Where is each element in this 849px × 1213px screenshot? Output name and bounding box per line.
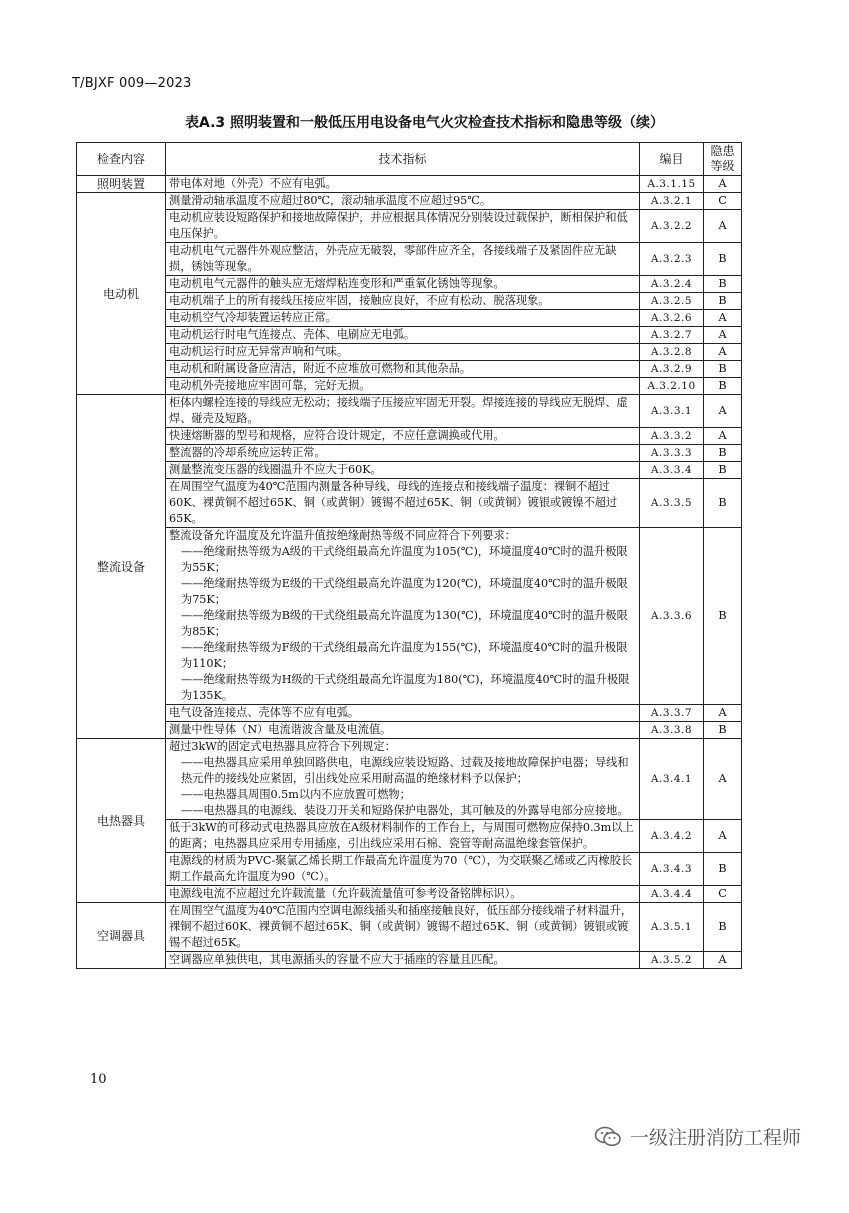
spec-text: 电动机空气冷却装置运转应正常。 bbox=[169, 311, 337, 324]
table-row bbox=[77, 276, 742, 293]
level-cell: A bbox=[704, 739, 742, 820]
level-cell: A bbox=[704, 820, 742, 853]
table-row bbox=[77, 193, 742, 210]
spec-subitem: ——绝缘耐热等级为E级的干式绕组最高允许温度为120(℃)，环境温度40℃时的温升极限为75K； bbox=[181, 577, 628, 606]
table-row bbox=[77, 886, 742, 903]
wechat-icon bbox=[594, 1126, 622, 1148]
col-header-category: 检查内容 bbox=[77, 143, 166, 176]
level-cell: B bbox=[704, 462, 742, 479]
code-cell: A.3.3.5 bbox=[640, 479, 704, 528]
code-cell: A.3.2.8 bbox=[640, 344, 704, 361]
spec-text: 超过3kW的固定式电热器具应符合下列规定： bbox=[169, 740, 396, 753]
spec-cell bbox=[166, 886, 640, 903]
spec-cell bbox=[166, 445, 640, 462]
spec-text: 电源线电流不应超过允许载流量（允许载流量值可参考设备铭牌标识）。 bbox=[169, 887, 522, 900]
table-row bbox=[77, 722, 742, 739]
spec-cell bbox=[166, 310, 640, 327]
table-row bbox=[77, 176, 742, 193]
code-cell: A.3.1.15 bbox=[640, 176, 704, 193]
level-cell: B bbox=[704, 276, 742, 293]
code-cell: A.3.3.1 bbox=[640, 395, 704, 428]
spec-text: 带电体对地（外壳）不应有电弧。 bbox=[169, 177, 337, 190]
level-cell: B bbox=[704, 378, 742, 395]
spec-text: 电动机电气元器件外观应整洁，外壳应无破裂，零部件应齐全，各接线端子及紧固件应无缺损，锈蚀等现象。 bbox=[169, 244, 617, 273]
spec-subitem: ——电热器具周围0.5m以内不应放置可燃物； bbox=[181, 788, 411, 801]
spec-text: 电动机端子上的所有接线压接应牢固，接触应良好，不应有松动、脱落现象。 bbox=[169, 294, 550, 307]
code-cell: A.3.2.1 bbox=[640, 193, 704, 210]
col-header-level: 隐患等级 bbox=[704, 143, 742, 176]
table-row bbox=[77, 361, 742, 378]
spec-text: 电气设备连接点、壳体等不应有电弧。 bbox=[169, 706, 360, 719]
category-cell: 整流设备 bbox=[77, 395, 166, 739]
spec-text: 在周围空气温度为40℃范围内测量各种导线、母线的连接点和接线端子温度：裸铜不超过60K、裸黄铜不超过65K、铜（或黄铜）镀锡不超过65K、铜（或黄铜）镀银或镀镍不超过65K。 bbox=[169, 480, 618, 525]
spec-text: 整流设备允许温度及允许温升值按绝缘耐热等级不同应符合下列要求： bbox=[169, 529, 516, 542]
spec-text: 测量中性导体（N）电流谐波含量及电流值。 bbox=[169, 723, 392, 736]
spec-cell bbox=[166, 210, 640, 243]
code-cell: A.3.2.6 bbox=[640, 310, 704, 327]
table-row bbox=[77, 705, 742, 722]
level-cell: A bbox=[704, 210, 742, 243]
spec-text: 柜体内螺栓连接的导线应无松动；接线端子压接应牢固无开裂。焊接连接的导线应无脱焊、虚焊、碰壳及短路。 bbox=[169, 396, 628, 425]
level-cell: B bbox=[704, 528, 742, 705]
code-cell: A.3.4.1 bbox=[640, 739, 704, 820]
level-cell: A bbox=[704, 428, 742, 445]
spec-text: 测量整流变压器的线圈温升不应大于60K。 bbox=[169, 463, 382, 476]
spec-text: 电动机电气元器件的触头应无熔焊粘连变形和严重氧化锈蚀等现象。 bbox=[169, 277, 505, 290]
spec-subitem: ——绝缘耐热等级为H级的干式绕组最高允许温度为180(℃)，环境温度40℃时的温升极限为135K。 bbox=[181, 673, 630, 702]
table-row bbox=[77, 462, 742, 479]
level-cell: A bbox=[704, 310, 742, 327]
level-cell: A bbox=[704, 705, 742, 722]
table-row bbox=[77, 310, 742, 327]
spec-cell bbox=[166, 820, 640, 853]
spec-cell bbox=[166, 528, 640, 705]
spec-subitem: ——电热器具的电源线、装设刀开关和短路保护电器处，其可触及的外露导电部分应接地。 bbox=[181, 804, 629, 817]
code-cell: A.3.3.3 bbox=[640, 445, 704, 462]
spec-text: 电动机应装设短路保护和接地故障保护，并应根据具体情况分别装设过载保护，断相保护和低电压保护。 bbox=[169, 211, 628, 240]
category-cell: 空调器具 bbox=[77, 903, 166, 969]
code-cell: A.3.4.2 bbox=[640, 820, 704, 853]
table-row bbox=[77, 903, 742, 952]
spec-cell bbox=[166, 952, 640, 969]
col-header-code: 编目 bbox=[640, 143, 704, 176]
spec-text: 低于3kW的可移动式电热器具应放在A级材料制作的工作台上，与周围可燃物应保持0.3m以上的距离；电热器具应采用专用插座，引出线应采用石棉、瓷管等耐高温绝缘套管保护。 bbox=[169, 821, 634, 850]
inspection-table bbox=[76, 142, 742, 969]
code-cell: A.3.3.6 bbox=[640, 528, 704, 705]
code-cell: A.3.2.2 bbox=[640, 210, 704, 243]
spec-cell bbox=[166, 327, 640, 344]
category-cell: 照明装置 bbox=[77, 176, 166, 193]
code-cell: A.3.3.7 bbox=[640, 705, 704, 722]
table-caption: 表A.3 照明装置和一般低压用电设备电气火灾检查技术指标和隐患等级（续） bbox=[184, 115, 665, 131]
spec-text: 电动机运行时应无异常声响和气味。 bbox=[169, 345, 349, 358]
table-row bbox=[77, 952, 742, 969]
code-cell: A.3.3.8 bbox=[640, 722, 704, 739]
table-row bbox=[77, 378, 742, 395]
spec-text: 快速熔断器的型号和规格，应符合设计规定，不应任意调换或代用。 bbox=[169, 429, 505, 442]
spec-cell bbox=[166, 293, 640, 310]
level-cell: B bbox=[704, 479, 742, 528]
spec-text: 整流器的冷却系统应运转正常。 bbox=[169, 446, 326, 459]
level-cell: A bbox=[704, 395, 742, 428]
level-cell: A bbox=[704, 344, 742, 361]
spec-cell bbox=[166, 276, 640, 293]
spec-cell bbox=[166, 705, 640, 722]
level-cell: A bbox=[704, 327, 742, 344]
code-cell: A.3.2.10 bbox=[640, 378, 704, 395]
spec-cell bbox=[166, 378, 640, 395]
standard-id: T/BJXF 009—2023 bbox=[72, 76, 192, 91]
table-row bbox=[77, 853, 742, 886]
spec-cell bbox=[166, 344, 640, 361]
code-cell: A.3.4.4 bbox=[640, 886, 704, 903]
spec-cell bbox=[166, 243, 640, 276]
code-cell: A.3.2.9 bbox=[640, 361, 704, 378]
spec-cell bbox=[166, 462, 640, 479]
page-number: 10 bbox=[90, 1072, 107, 1087]
spec-cell bbox=[166, 193, 640, 210]
spec-subitem: ——绝缘耐热等级为F级的干式绕组最高允许温度为155(℃)，环境温度40℃时的温升极限为110K； bbox=[181, 641, 628, 670]
spec-cell bbox=[166, 903, 640, 952]
watermark bbox=[594, 1123, 801, 1150]
spec-cell bbox=[166, 395, 640, 428]
level-cell: A bbox=[704, 176, 742, 193]
spec-cell bbox=[166, 722, 640, 739]
level-cell: B bbox=[704, 445, 742, 462]
category-cell: 电动机 bbox=[77, 193, 166, 395]
code-cell: A.3.5.2 bbox=[640, 952, 704, 969]
table-row bbox=[77, 243, 742, 276]
spec-text: 电动机运行时电气连接点、壳体、电刷应无电弧。 bbox=[169, 328, 416, 341]
table-row bbox=[77, 210, 742, 243]
spec-text: 电动机外壳接地应牢固可靠，完好无损。 bbox=[169, 379, 371, 392]
table-row bbox=[77, 739, 742, 820]
level-cell: B bbox=[704, 903, 742, 952]
table-row bbox=[77, 445, 742, 462]
table-row bbox=[77, 820, 742, 853]
spec-cell bbox=[166, 361, 640, 378]
code-cell: A.3.4.3 bbox=[640, 853, 704, 886]
category-cell: 电热器具 bbox=[77, 739, 166, 903]
level-cell: A bbox=[704, 952, 742, 969]
code-cell: A.3.2.7 bbox=[640, 327, 704, 344]
table-row bbox=[77, 344, 742, 361]
level-cell: B bbox=[704, 293, 742, 310]
spec-subitem: ——电热器具应采用单独回路供电，电源线应装设短路、过载及接地故障保护电器；导线和热元件的接线处应紧固，引出线处应采用耐高温的绝缘材料予以保护； bbox=[181, 756, 629, 785]
level-cell: B bbox=[704, 361, 742, 378]
code-cell: A.3.3.2 bbox=[640, 428, 704, 445]
table-row bbox=[77, 428, 742, 445]
spec-text: 测量滑动轴承温度不应超过80℃，滚动轴承温度不应超过95℃。 bbox=[169, 194, 492, 207]
spec-text: 电动机和附属设备应清洁，附近不应堆放可燃物和其他杂品。 bbox=[169, 362, 472, 375]
spec-subitem: ——绝缘耐热等级为B级的干式绕组最高允许温度为130(℃)，环境温度40℃时的温升极限为85K； bbox=[181, 609, 628, 638]
spec-subitem: ——绝缘耐热等级为A级的干式绕组最高允许温度为105(℃)，环境温度40℃时的温升极限为55K； bbox=[181, 545, 628, 574]
code-cell: A.3.5.1 bbox=[640, 903, 704, 952]
level-cell: B bbox=[704, 243, 742, 276]
spec-cell bbox=[166, 479, 640, 528]
table-row bbox=[77, 528, 742, 705]
table-row bbox=[77, 327, 742, 344]
level-cell: B bbox=[704, 722, 742, 739]
spec-cell bbox=[166, 853, 640, 886]
code-cell: A.3.2.4 bbox=[640, 276, 704, 293]
table-row bbox=[77, 479, 742, 528]
table-row bbox=[77, 293, 742, 310]
spec-cell bbox=[166, 176, 640, 193]
spec-cell bbox=[166, 739, 640, 820]
col-header-spec: 技术指标 bbox=[166, 143, 640, 176]
spec-text: 空调器应单独供电，其电源插头的容量不应大于插座的容量且匹配。 bbox=[169, 953, 505, 966]
level-cell: B bbox=[704, 853, 742, 886]
spec-text: 在周围空气温度为40℃范围内空调电源线插头和插座接触良好，低压部分接线端子材料温升，裸铜不超过60K、裸黄铜不超过65K、铜（或黄铜）镀锡不超过65K、铜（或黄铜）镀银或镀锡不超过65K。 bbox=[169, 904, 633, 949]
spec-text: 电源线的材质为PVC-聚氯乙烯长期工作最高允许温度为70（℃），为交联聚乙烯或乙丙橡胶长期工作最高允许温度为90（℃）。 bbox=[169, 854, 633, 883]
code-cell: A.3.3.4 bbox=[640, 462, 704, 479]
code-cell: A.3.2.5 bbox=[640, 293, 704, 310]
spec-cell bbox=[166, 428, 640, 445]
watermark-text: 一级注册消防工程师 bbox=[630, 1127, 802, 1149]
table-header-row bbox=[77, 143, 742, 176]
level-cell: C bbox=[704, 193, 742, 210]
table-row bbox=[77, 395, 742, 428]
code-cell: A.3.2.3 bbox=[640, 243, 704, 276]
level-cell: C bbox=[704, 886, 742, 903]
